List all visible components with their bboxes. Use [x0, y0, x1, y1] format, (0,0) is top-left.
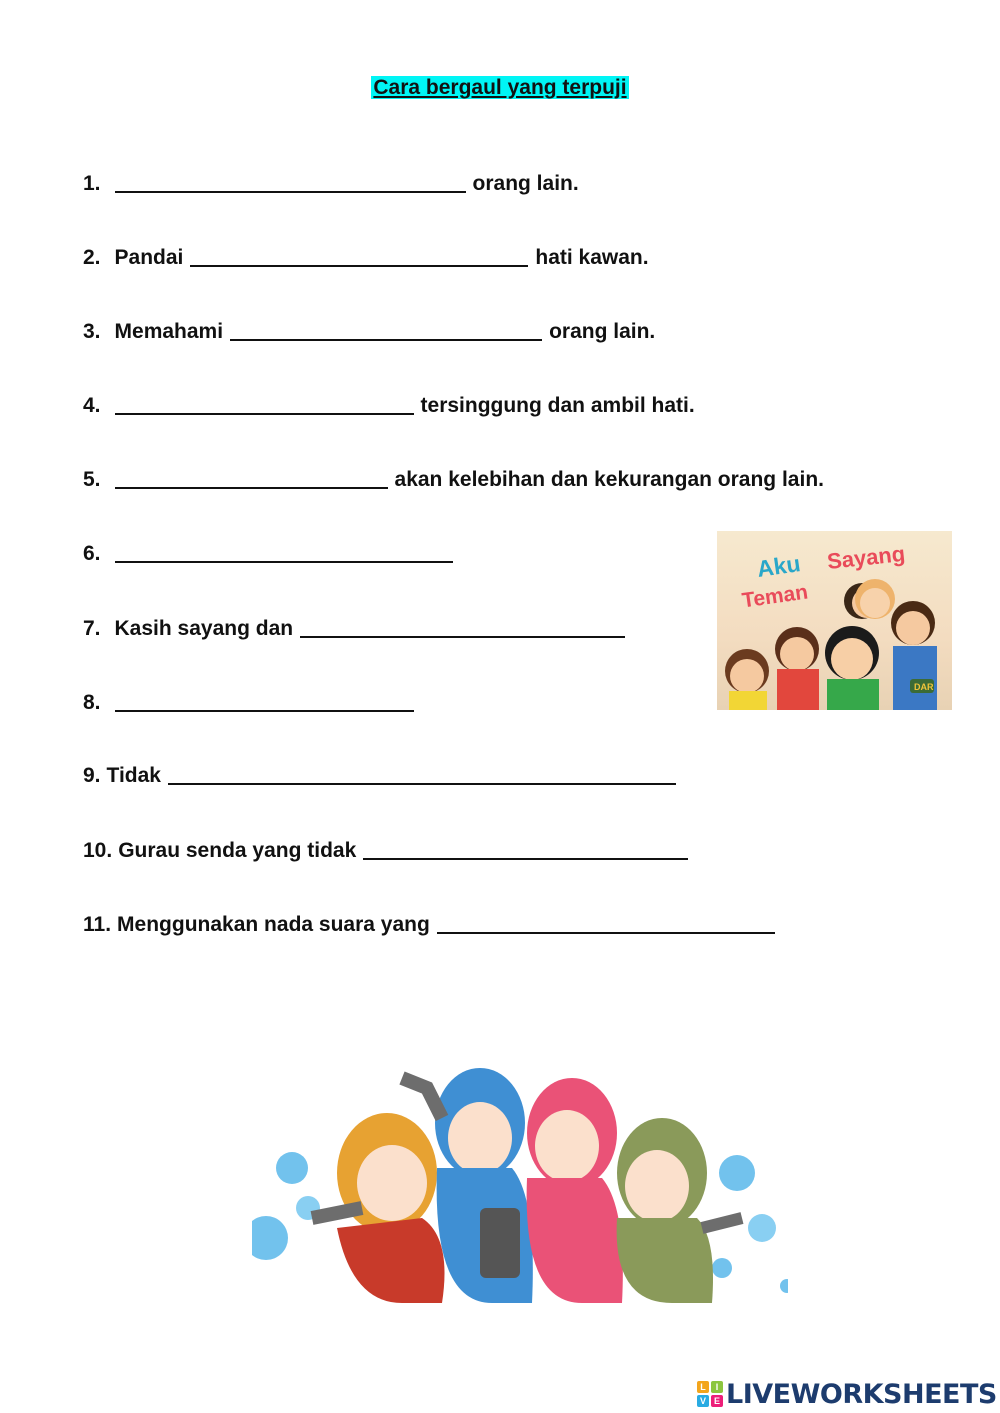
friends-illustration: [252, 1058, 788, 1303]
question-number: 8.: [83, 691, 101, 714]
question-text-after: hati kawan.: [535, 246, 649, 269]
question-6: [83, 542, 453, 566]
answer-blank-10[interactable]: [363, 840, 688, 860]
question-text-after: orang lain.: [472, 172, 579, 195]
answer-blank-3[interactable]: [230, 321, 542, 341]
book-title-word-1: Aku: [755, 550, 802, 582]
question-1: [83, 172, 579, 196]
question-text-after: tersinggung dan ambil hati.: [420, 394, 695, 417]
question-text-before: Menggunakan nada suara yang: [117, 913, 430, 936]
question-number: 10.: [83, 839, 113, 862]
question-number: 6.: [83, 542, 101, 565]
answer-blank-5[interactable]: [115, 469, 388, 489]
question-number: 4.: [83, 394, 101, 417]
question-7: [83, 617, 625, 641]
question-number: 1.: [83, 172, 101, 195]
question-5: [83, 468, 824, 492]
question-number: 7.: [83, 617, 101, 640]
logo-text: LIVEWORKSHEETS: [726, 1378, 997, 1410]
title-text: Cara bergaul yang terpuji: [373, 76, 627, 99]
question-number: 5.: [83, 468, 101, 491]
children-illustration: [717, 531, 952, 710]
question-text-after: orang lain.: [549, 320, 656, 343]
question-number: 11.: [83, 913, 112, 936]
answer-blank-2[interactable]: [190, 247, 528, 267]
answer-blank-7[interactable]: [300, 618, 625, 638]
answer-blank-8[interactable]: [115, 692, 414, 712]
publisher-label: DAR: [914, 682, 934, 692]
liveworksheets-logo: [697, 1378, 997, 1410]
question-number: 9.: [83, 764, 101, 787]
question-4: [83, 394, 695, 418]
book-title-word-3: Teman: [740, 580, 810, 613]
logo-letter: V: [697, 1395, 709, 1407]
answer-blank-4[interactable]: [115, 395, 414, 415]
answer-blank-1[interactable]: [115, 173, 466, 193]
book-cover-image: [717, 531, 952, 710]
question-text-before: Kasih sayang dan: [114, 617, 294, 640]
logo-letter: L: [697, 1381, 709, 1393]
answer-blank-11[interactable]: [437, 914, 775, 934]
logo-letter: I: [711, 1381, 723, 1393]
question-number: 3.: [83, 320, 101, 343]
question-2: [83, 246, 649, 270]
question-8: [83, 691, 414, 715]
hijab-girls-image: [252, 1058, 788, 1303]
answer-blank-9[interactable]: [168, 765, 676, 785]
question-text-before: Pandai: [114, 246, 184, 269]
question-text-before: Memahami: [114, 320, 224, 343]
logo-letter: E: [711, 1395, 723, 1407]
question-11: [83, 913, 775, 937]
book-title-word-2: Sayang: [825, 540, 907, 575]
question-3: [83, 320, 655, 344]
question-text-after: akan kelebihan dan kekurangan orang lain.: [394, 468, 824, 491]
question-9: [83, 764, 676, 788]
logo-grid-icon: [697, 1381, 723, 1407]
question-10: [83, 839, 688, 863]
question-number: 2.: [83, 246, 101, 269]
question-text-before: Gurau senda yang tidak: [118, 839, 357, 862]
question-text-before: Tidak: [106, 764, 161, 787]
answer-blank-6[interactable]: [115, 543, 453, 563]
worksheet-title: [0, 76, 1000, 100]
